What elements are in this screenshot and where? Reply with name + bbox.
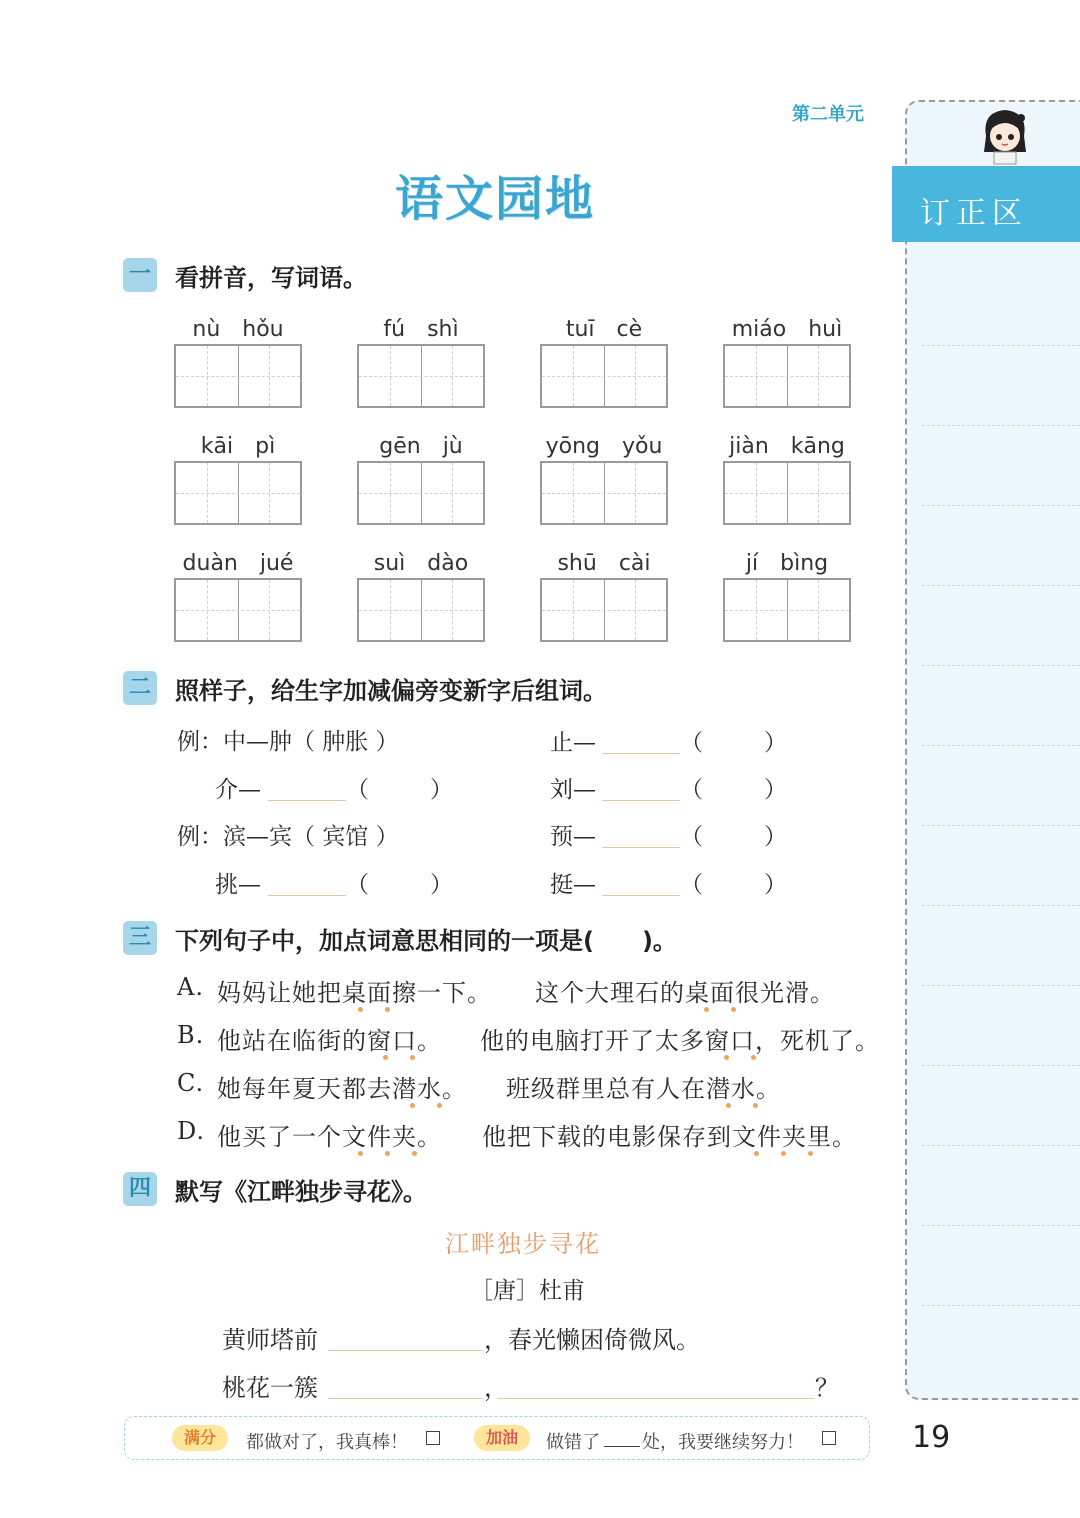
answer-blank[interactable]	[602, 847, 680, 848]
unit-label: 第二单元	[792, 104, 864, 125]
emphasis-dot	[358, 1007, 363, 1012]
option-sentence: 妈妈让她把桌面擦一下。	[217, 979, 492, 1007]
section-number-badge: 二	[123, 671, 157, 705]
base-character: 刘—	[550, 777, 596, 803]
poem-line-punct: ，	[484, 1374, 508, 1402]
character-writing-box[interactable]	[540, 578, 668, 642]
option-sentence: 他站在临街的窗口。	[217, 1027, 442, 1055]
character-writing-box[interactable]	[357, 461, 485, 525]
paren-open: （	[680, 777, 703, 803]
option-sentence: 她每年夏天都去潜水。	[217, 1075, 467, 1103]
character-writing-box[interactable]	[723, 578, 851, 642]
emphasis-dot	[781, 1151, 786, 1156]
pinyin-label: duàn jué	[182, 551, 294, 576]
poem-line-end: ，春光懒困倚微风。	[484, 1326, 700, 1354]
correction-area-label: 订正区	[920, 196, 1028, 231]
option-sentence: 他把下载的电影保存到文件夹里。	[482, 1123, 857, 1151]
base-character: 挑—	[215, 872, 261, 898]
character-writing-box[interactable]	[540, 344, 668, 408]
emphasis-dot	[437, 1103, 442, 1108]
full-score-text: 都做对了，我真棒！	[246, 1432, 408, 1453]
poem-line-end: ？	[815, 1374, 839, 1402]
correction-line	[922, 665, 1080, 666]
answer-blank[interactable]	[268, 800, 346, 801]
full-score-badge: 满分	[172, 1425, 228, 1451]
paren-close: ）	[764, 872, 787, 898]
pinyin-label: suì dào	[373, 551, 469, 576]
paren-close: ）	[430, 777, 453, 803]
character-writing-box[interactable]	[357, 344, 485, 408]
correction-line	[922, 905, 1080, 906]
correction-line	[922, 425, 1080, 426]
emphasis-dot	[726, 1103, 731, 1108]
mascot-girl-icon	[972, 106, 1038, 168]
section-title: 下列句子中，加点词意思相同的一项是( )。	[175, 927, 677, 955]
pinyin-label: fú shì	[383, 317, 459, 342]
correction-line	[922, 1145, 1080, 1146]
emphasis-dot	[751, 1055, 756, 1060]
correction-line	[922, 585, 1080, 586]
section-title: 照样子，给生字加减偏旁变新字后组词。	[175, 677, 607, 705]
section-title: 默写《江畔独步寻花》。	[175, 1178, 427, 1206]
correction-line	[922, 345, 1080, 346]
pinyin-label: nù hǒu	[192, 317, 284, 342]
character-writing-box[interactable]	[174, 578, 302, 642]
emphasis-dot	[358, 1151, 363, 1156]
page-title: 语文园地	[394, 171, 595, 227]
correction-panel	[905, 100, 1080, 1400]
example-text: 例：中—肿（ 肿胀 ）	[177, 729, 399, 755]
section-number-badge: 三	[123, 921, 157, 955]
poem-title: 江畔独步寻花	[445, 1230, 601, 1258]
base-character: 挺—	[550, 872, 596, 898]
base-character: 介—	[215, 777, 261, 803]
emphasis-dot	[704, 1007, 709, 1012]
character-writing-box[interactable]	[357, 578, 485, 642]
character-writing-box[interactable]	[723, 461, 851, 525]
paren-close: ）	[764, 730, 787, 756]
base-character: 预—	[550, 824, 596, 850]
emphasis-dot	[385, 1151, 390, 1156]
correction-line	[922, 745, 1080, 746]
cheer-badge: 加油	[474, 1425, 530, 1451]
section-number-badge: 四	[123, 1172, 157, 1206]
wrong-count-prefix: 做错了	[546, 1432, 600, 1453]
correction-line	[922, 985, 1080, 986]
correction-line	[922, 505, 1080, 506]
poem-line-start: 桃花一簇	[222, 1374, 318, 1402]
poem-author: ［唐］杜甫	[470, 1278, 585, 1304]
correction-line	[922, 825, 1080, 826]
paren-close: ）	[764, 777, 787, 803]
pinyin-label: tuī cè	[565, 317, 643, 342]
pinyin-label: yōng yǒu	[545, 434, 663, 459]
pinyin-label: jiàn kāng	[729, 434, 845, 459]
paren-close: ）	[430, 872, 453, 898]
section-title: 看拼音，写词语。	[175, 264, 367, 292]
emphasis-dot	[754, 1151, 759, 1156]
option-letter: B.	[177, 1021, 205, 1049]
emphasis-dot	[724, 1055, 729, 1060]
option-sentence: 他买了一个文件夹。	[217, 1123, 442, 1151]
option-letter: A.	[177, 973, 204, 1001]
emphasis-dot	[383, 1055, 388, 1060]
pinyin-label: miáo huì	[731, 317, 843, 342]
option-sentence: 这个大理石的桌面很光滑。	[535, 979, 835, 1007]
emphasis-dot	[808, 1151, 813, 1156]
emphasis-dot	[731, 1007, 736, 1012]
character-writing-box[interactable]	[540, 461, 668, 525]
pinyin-label: shū cài	[557, 551, 651, 576]
poem-answer-blank[interactable]	[328, 1398, 483, 1399]
correction-line	[922, 1065, 1080, 1066]
pinyin-label: kāi pì	[200, 434, 276, 459]
answer-blank[interactable]	[602, 753, 680, 754]
page-number: 19	[912, 1420, 951, 1455]
paren-open: （	[680, 730, 703, 756]
emphasis-dot	[385, 1007, 390, 1012]
paren-open: （	[680, 872, 703, 898]
emphasis-dot	[412, 1151, 417, 1156]
wrong-count-checkbox[interactable]	[822, 1431, 836, 1445]
emphasis-dot	[410, 1055, 415, 1060]
paren-open: （	[346, 872, 369, 898]
poem-answer-blank[interactable]	[497, 1398, 815, 1399]
section-number-badge: 一	[123, 258, 157, 292]
character-writing-box[interactable]	[174, 344, 302, 408]
answer-blank[interactable]	[602, 895, 680, 896]
wrong-count-blank[interactable]	[604, 1446, 640, 1447]
paren-open: （	[680, 824, 703, 850]
example-text: 例：滨—宾（ 宾馆 ）	[177, 824, 399, 850]
answer-blank[interactable]	[268, 895, 346, 896]
paren-close: ）	[764, 824, 787, 850]
poem-line-start: 黄师塔前	[222, 1326, 318, 1354]
correction-line	[922, 1225, 1080, 1226]
correction-line	[922, 1305, 1080, 1306]
option-letter: D.	[177, 1117, 206, 1145]
emphasis-dot	[410, 1103, 415, 1108]
option-sentence: 他的电脑打开了太多窗口，死机了。	[480, 1027, 880, 1055]
poem-answer-blank[interactable]	[328, 1350, 483, 1351]
full-score-checkbox[interactable]	[426, 1431, 440, 1445]
option-letter: C.	[177, 1069, 205, 1097]
wrong-count-suffix: 处，我要继续努力！	[642, 1432, 804, 1453]
base-character: 止—	[550, 730, 596, 756]
pinyin-label: jí bìng	[745, 551, 829, 576]
emphasis-dot	[753, 1103, 758, 1108]
character-writing-box[interactable]	[723, 344, 851, 408]
option-sentence: 班级群里总有人在潜水。	[506, 1075, 781, 1103]
character-writing-box[interactable]	[174, 461, 302, 525]
pinyin-label: gēn jù	[379, 434, 463, 459]
paren-open: （	[346, 777, 369, 803]
answer-blank[interactable]	[602, 800, 680, 801]
